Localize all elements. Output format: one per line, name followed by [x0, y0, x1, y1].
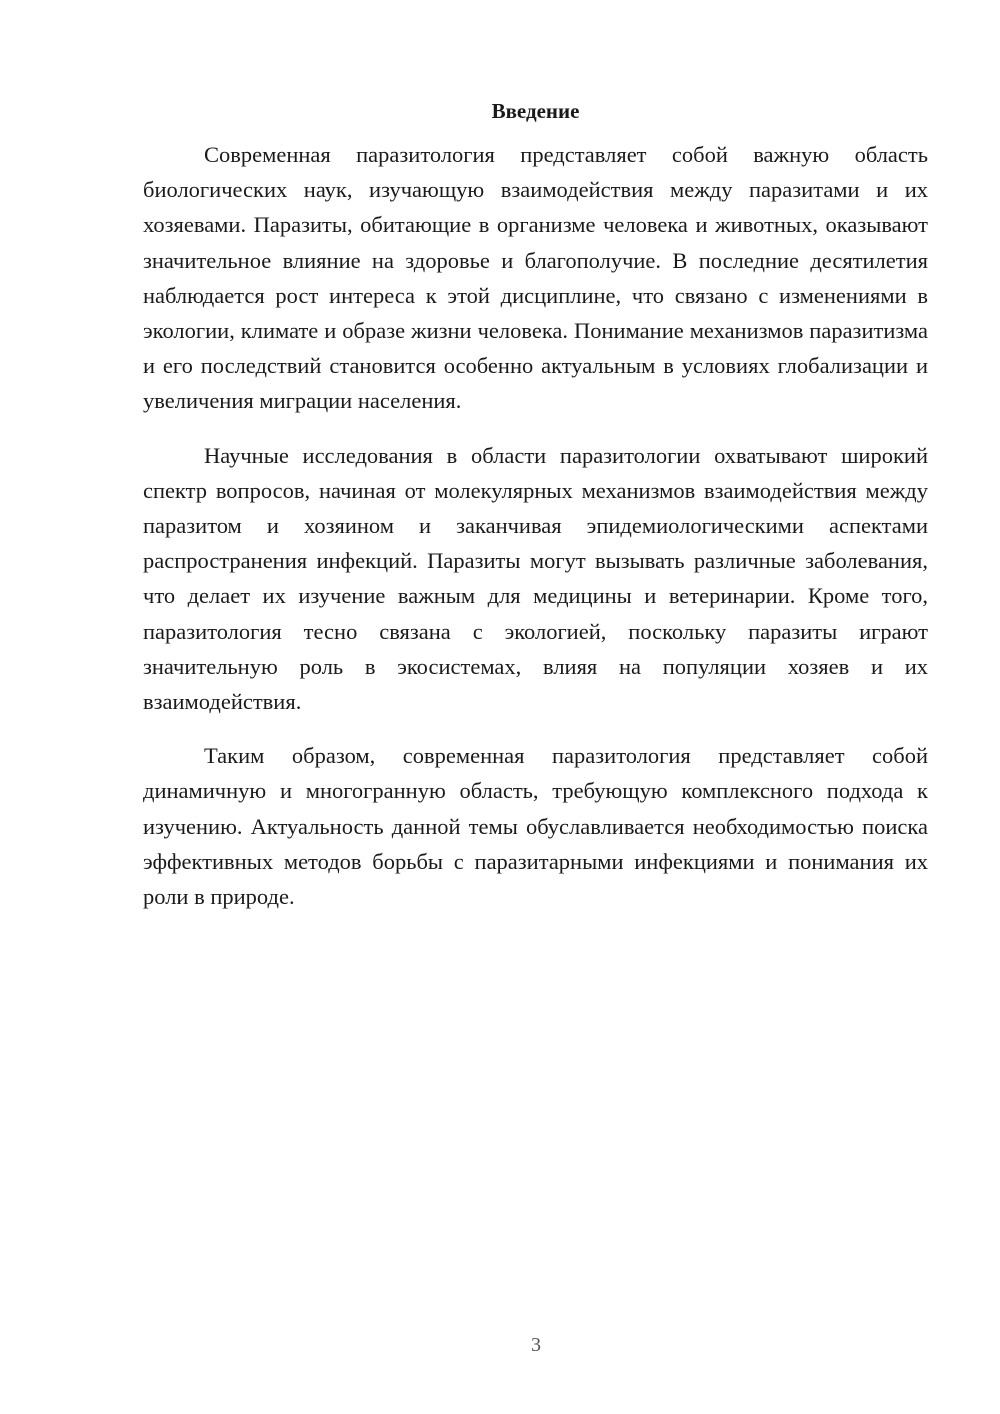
page-number: 3	[531, 1334, 541, 1356]
paragraph-1: Современная паразитология представляет собой важную область биологических наук, изучающую взаимодействия между паразитами и их хозяевами. Паразиты, обитающие в организме человека и животных, оказывают значительное влияние на здоровье и благополучие. В последние десятилетия наблюдается рост интереса к этой дисциплине, что связано с изменениями в экологии, климате и образе жизни человека. Понимание механизмов паразитизма и его последствий становится особенно актуальным в условиях глобализации и увеличения миграции населения.	[143, 142, 928, 414]
paragraph-2: Научные исследования в области паразитологии охватывают широкий спектр вопросов, начиная от молекулярных механизмов взаимодействия между паразитом и хозяином и заканчивая эпидемиологическими аспектами распространения инфекций. Паразиты могут вызывать различные заболевания, что делает их изучение важным для медицины и ветеринарии. Кроме того, паразитология тесно связана с экологией, поскольку паразиты играют значительную роль в экосистемах, влияя на популяции хозяев и их взаимодействия.	[143, 442, 928, 715]
paragraph-3: Таким образом, современная паразитология представляет собой динамичную и многогранную область, требующую комплексного подхода к изучению. Актуальность данной темы обуславливается необходимостью поиска эффективных методов борьбы с паразитарными инфекциями и понимания их роли в природе.	[143, 743, 928, 910]
page-content	[143, 97, 928, 933]
section-heading: Введение	[491, 99, 580, 123]
